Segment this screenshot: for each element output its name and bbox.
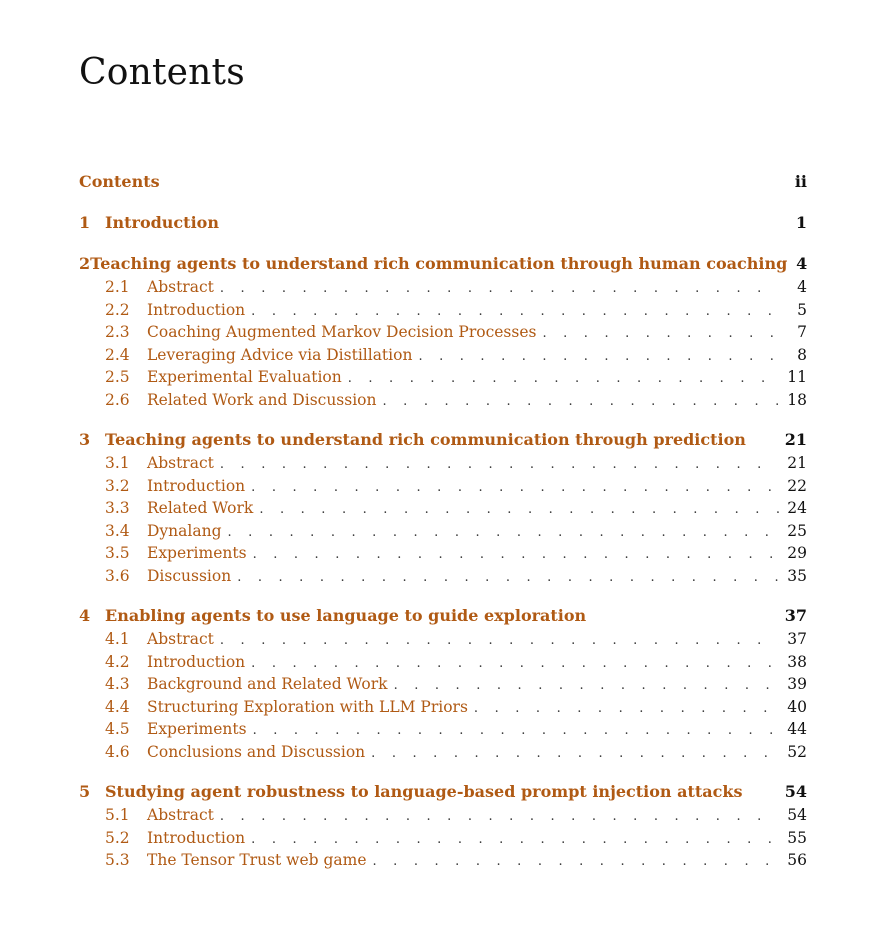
toc-section-3-5[interactable] [79,542,807,565]
chapter-page-number: 21 [784,430,807,449]
chapter-page-number: 37 [784,606,807,625]
section-title[interactable]: Background and Related Work [147,675,388,693]
dot-leader [383,391,780,414]
section-page-number: 37 [787,630,807,648]
section-title[interactable]: Abstract [147,806,214,824]
toc-entry-contents[interactable] [79,170,807,194]
section-title[interactable]: Related Work and Discussion [147,390,377,409]
toc-chapter-3[interactable] [79,428,807,452]
toc-section-4-4[interactable] [79,696,807,719]
section-page-number: 22 [787,476,807,495]
chapter-title[interactable]: Studying agent robustness to language-based prompt injection attacks [105,782,743,801]
table-of-contents [79,170,807,872]
chapter-page-number: 54 [784,782,807,801]
dot-leader [371,743,779,766]
toc-section-4-1[interactable] [79,628,807,651]
toc-section-3-6[interactable] [79,565,807,588]
toc-chapter-2[interactable] [79,252,807,276]
chapter-title[interactable]: Teaching agents to understand rich communication through human coaching [90,254,788,273]
section-page-number: 25 [787,521,807,540]
section-page-number: 4 [797,278,807,296]
section-number: 2.6 [105,390,130,409]
dot-leader [220,630,779,653]
section-title[interactable]: Leveraging Advice via Distillation [147,345,413,364]
section-number: 5.3 [105,851,130,869]
chapter-number: 3 [79,430,91,449]
chapter-page-number: ii [794,172,807,191]
section-number: 3.4 [105,521,130,540]
chapter-title[interactable]: Enabling agents to use language to guide exploration [105,606,587,625]
dot-leader [220,806,779,829]
section-number: 4.3 [105,675,130,693]
toc-chapter-1[interactable] [79,211,807,235]
section-title[interactable]: Experiments [147,544,247,562]
section-page-number: 40 [787,697,807,716]
chapter-number: 1 [79,213,91,232]
chapter-title[interactable]: Contents [79,172,160,191]
dot-leader [251,477,779,500]
dot-leader [259,499,779,522]
section-title[interactable]: Experiments [147,720,247,738]
section-page-number: 24 [787,499,807,517]
section-title[interactable]: Discussion [147,566,232,585]
section-title[interactable]: Coaching Augmented Markov Decision Processes [147,323,537,341]
section-title[interactable]: Abstract [147,630,214,648]
dot-leader [474,698,779,721]
toc-section-2-1[interactable] [79,276,807,299]
section-title[interactable]: Related Work [147,499,254,517]
dot-leader [542,323,779,346]
toc-section-4-2[interactable] [79,651,807,674]
dot-leader [348,368,779,391]
toc-section-5-2[interactable] [79,827,807,850]
section-number: 5.1 [105,806,130,824]
dot-leader [418,346,779,369]
toc-section-4-6[interactable] [79,741,807,764]
toc-section-2-5[interactable] [79,366,807,389]
section-title[interactable]: Abstract [147,454,214,472]
section-title[interactable]: Abstract [147,278,214,296]
toc-section-4-3[interactable] [79,673,807,696]
dot-leader [220,454,779,477]
dot-leader [253,720,779,743]
section-page-number: 8 [797,345,807,364]
section-title[interactable]: Introduction [147,300,246,319]
chapter-page-number: 4 [796,254,808,273]
dot-leader [251,301,779,324]
chapter-page-number: 1 [795,213,807,232]
section-page-number: 52 [787,742,807,761]
toc-section-3-1[interactable] [79,452,807,475]
section-number: 4.1 [105,630,130,648]
section-page-number: 21 [787,454,807,472]
chapter-number: 5 [79,782,91,801]
section-title[interactable]: Introduction [147,652,246,671]
toc-section-5-1[interactable] [79,804,807,827]
section-page-number: 55 [787,828,807,847]
toc-section-3-3[interactable] [79,497,807,520]
section-number: 3.5 [105,544,130,562]
toc-section-3-2[interactable] [79,475,807,498]
section-page-number: 7 [797,323,807,341]
toc-section-2-4[interactable] [79,344,807,367]
toc-chapter-4[interactable] [79,604,807,628]
section-page-number: 11 [787,368,807,386]
section-number: 4.2 [105,652,130,671]
toc-section-2-6[interactable] [79,389,807,412]
section-page-number: 35 [787,566,807,585]
section-title[interactable]: Conclusions and Discussion [147,742,366,761]
section-page-number: 38 [787,652,807,671]
toc-section-2-3[interactable] [79,321,807,344]
section-number: 2.1 [105,278,130,296]
dot-leader [228,522,779,545]
chapter-title[interactable]: Teaching agents to understand rich communication through prediction [105,430,746,449]
chapter-number: 4 [79,606,91,625]
dot-leader [220,278,779,301]
section-page-number: 56 [787,851,807,869]
dot-leader [251,653,779,676]
dot-leader [253,544,779,567]
section-number: 3.6 [105,566,130,585]
section-number: 4.4 [105,697,130,716]
section-number: 4.6 [105,742,130,761]
section-number: 2.5 [105,368,130,386]
dot-leader [237,567,779,590]
section-page-number: 54 [787,806,807,824]
section-number: 2.4 [105,345,130,364]
toc-chapter-5[interactable] [79,780,807,804]
section-number: 3.3 [105,499,130,517]
section-number: 2.3 [105,323,130,341]
section-title[interactable]: Structuring Exploration with LLM Priors [147,697,468,716]
section-page-number: 5 [797,300,807,319]
toc-section-3-4[interactable] [79,520,807,543]
section-title[interactable]: Introduction [147,476,246,495]
section-page-number: 44 [787,720,807,738]
section-title[interactable]: The Tensor Trust web game [147,851,367,869]
section-number: 3.2 [105,476,130,495]
dot-leader [373,851,780,874]
section-number: 4.5 [105,720,130,738]
section-title[interactable]: Dynalang [147,521,222,540]
page-title: Contents [79,52,245,93]
section-number: 3.1 [105,454,130,472]
section-number: 2.2 [105,300,130,319]
chapter-number: 2 [79,254,91,273]
section-title[interactable]: Introduction [147,828,246,847]
chapter-title[interactable]: Introduction [105,213,219,232]
toc-section-4-5[interactable] [79,718,807,741]
section-number: 5.2 [105,828,130,847]
section-page-number: 39 [787,675,807,693]
section-page-number: 29 [787,544,807,562]
section-title[interactable]: Experimental Evaluation [147,368,342,386]
toc-section-2-2[interactable] [79,299,807,322]
dot-leader [394,675,779,698]
dot-leader [251,829,779,852]
section-page-number: 18 [787,390,807,409]
toc-section-5-3[interactable] [79,849,807,872]
